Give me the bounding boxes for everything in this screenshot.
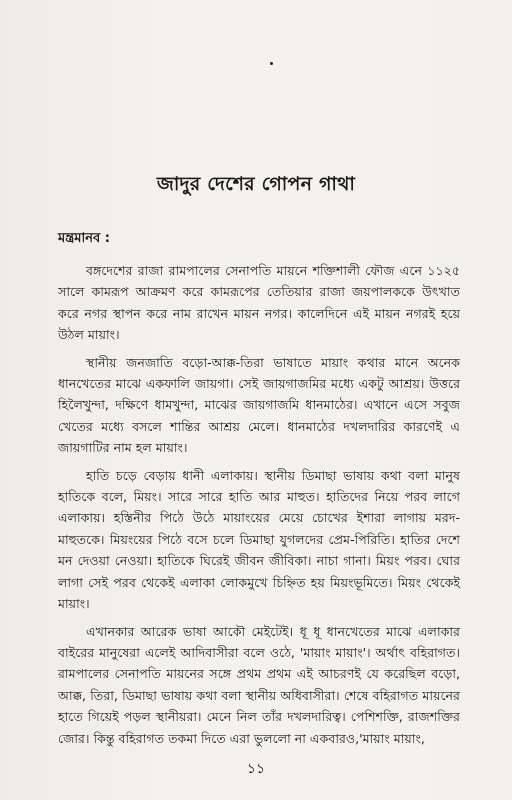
- paragraph-3: হাতি চড়ে বেড়ায় ধানী এলাকায়। স্থানীয় ডিমাছা ভাষায় কথা বলা মানুষ হাতিকে বলে, মিয়ং। সারে সারে হাতি আর মাহুত। হাতিদের নিয়ে পরব লাগে এলাকায়। হস্তিনীর পিঠে উঠে মায়াংয়ের মেয়ে চোখের ইশারা লাগায় মরদ-মাহুতকে। মিয়ংয়ের পিঠে বসে চলে ডিমাছা যুগলদের প্রেম-পিরিতি। হাতির দেশে মন দেওয়া নেওয়া। হাতিকে ঘিরেই জীবন জীবিকা। নাচা গানা। মিয়ং পরব। ঘোর লাগা সেই পরব থেকেই এলাকা লোকমুখে চিহ্নিত হয় মিয়ংভূমিতে। মিয়ং থেকেই মায়াং।: [58, 467, 460, 612]
- paragraph-2: স্থানীয় জনজাতি বড়ো-আক্ক-তিরা ভাষাতে মায়াং কথার মানে অনেক ধানখেতের মাঝে একফালি জায়গা। সেই জায়গাজমির মধ্যে একটু আশ্রয়। উত্তরে হিলৈখুন্দা, দক্ষিণে ধামখুন্দা, মাঝের জায়গাজমি ধানমাঠের। এখানে এসে সবুজ খেতের মধ্যে বসলে শান্তির আশ্রয় মেলে। ধানমাঠের দখলদারির কারণেই এ জায়গাটির নাম হল মায়াং।: [58, 354, 460, 456]
- paragraph-4: এখানকার আরেক ভাষা আকৌ মেইটেই। ধূ ধূ ধানখেতের মাঝে এলাকার বাইরের মানুষেরা এলেই আদিবাসীরা বলে ওঠে, 'মায়াং মায়াং'। অর্থাৎ বহিরাগত। রামপালের সেনাপতি মায়নের সঙ্গে প্রথম প্রথম এই আচরণই যে করেছিল বড়ো, আক্ক, তিরা, ডিমাছা ভাষায় কথা বলা স্থানীয় অধিবাসীরা। শেষে বহিরাগত মায়নের হাতে গিয়েই পড়ল স্থানীয়রা। মেনে নিল তাঁর দখলদারিত্ব। পেশিশক্তি, রাজশক্তির জোর। কিন্তু বহিরাগত তকমা দিতে এরা ভুললো না একবারও,'মায়াং মায়াং,: [58, 623, 460, 746]
- author-label: মন্ত্রমানব :: [58, 231, 110, 246]
- chapter-title: জাদুর দেশের গোপন গাথা: [156, 173, 356, 195]
- ink-dot: [270, 62, 273, 65]
- body-text: [58, 260, 460, 755]
- page-number: ১১: [246, 761, 266, 777]
- paragraph-1: বঙ্গদেশের রাজা রামপালের সেনাপতি মায়নে শক্তিশালী ফৌজ এনে ১১২৫ সালে কামরূপ আক্রমণ করে কামরূপের তেতিয়ার রাজা জয়পালককে উৎখাত করে নগর স্থাপন করে নাম রাখেন মায়ন নগর। কালেদিনে এই মায়ন নগরই হয়ে উঠল মায়াং।: [58, 263, 460, 343]
